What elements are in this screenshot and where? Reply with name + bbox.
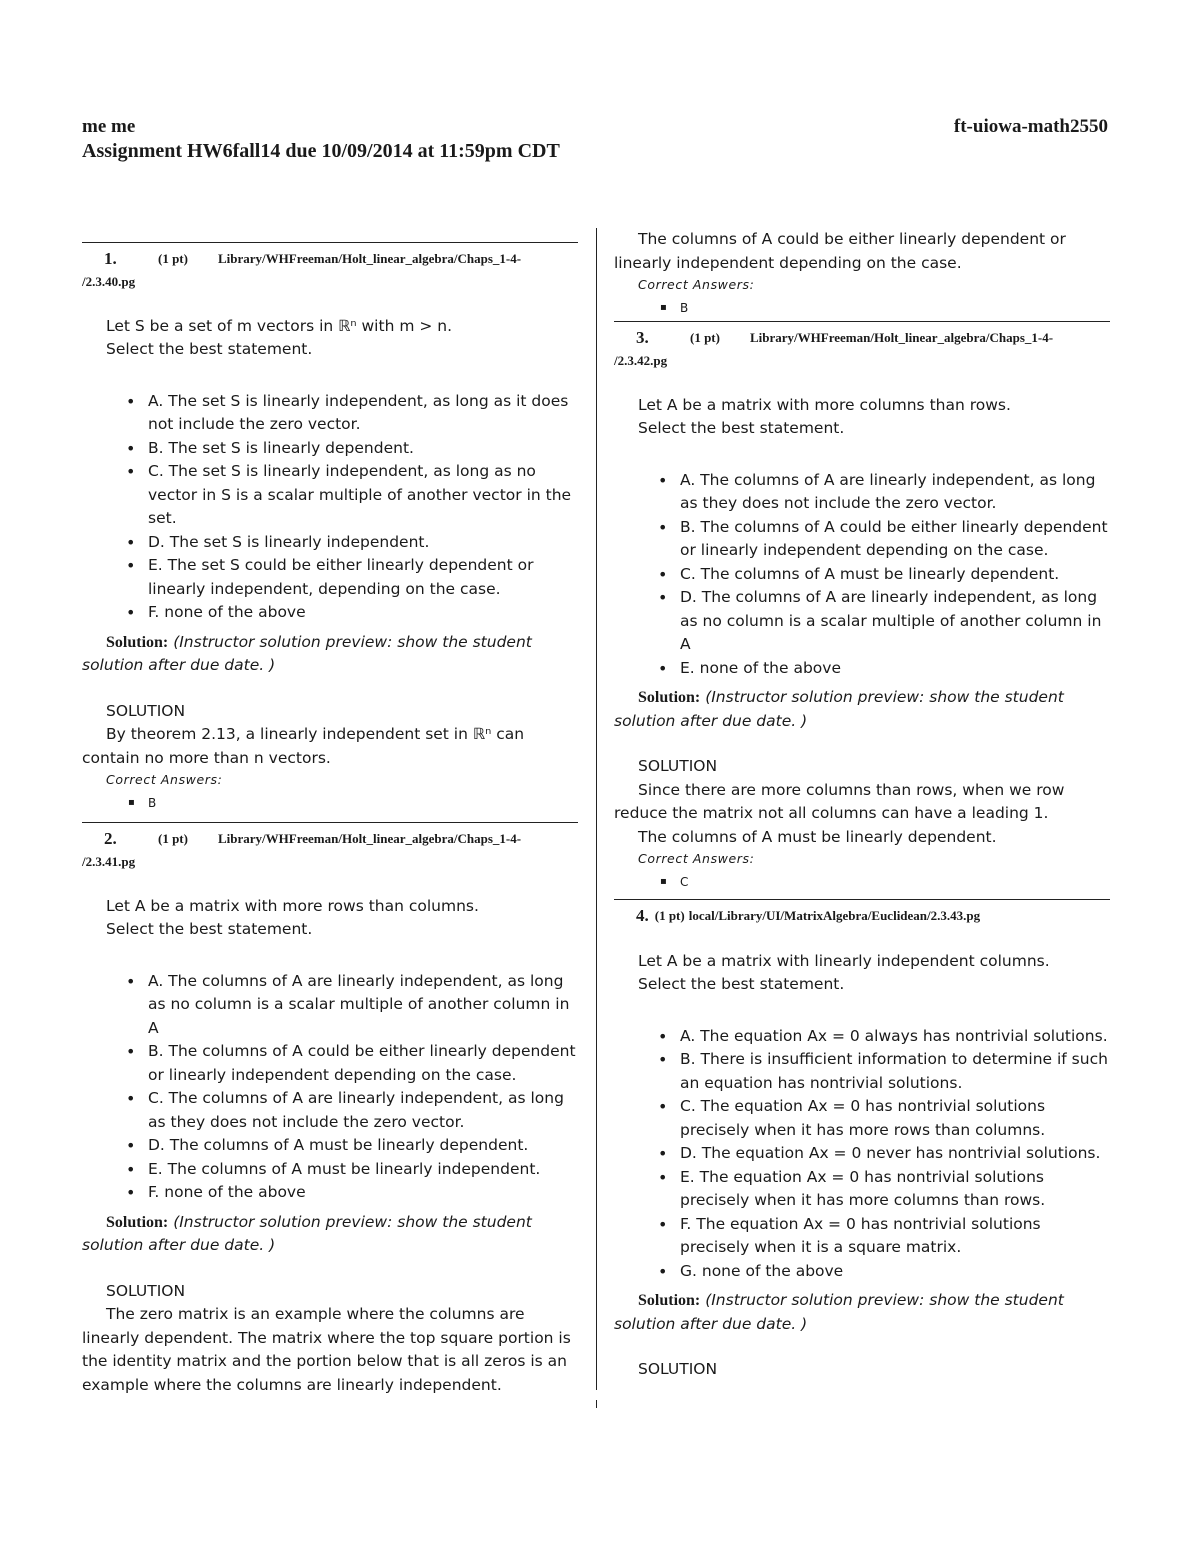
option-b[interactable]: • B. There is insufficient information to determine if such an equation has nontrivial solutions. — [614, 1048, 1110, 1095]
solution-text: By theorem 2.13, a linearly independent set in ℝⁿ can contain no more than n vectors. — [82, 725, 525, 767]
option-f[interactable]: • F. none of the above — [82, 1181, 578, 1205]
correct-answers-label: Correct Answers: — [638, 851, 755, 866]
option-d[interactable]: • D. The columns of A must be linearly dependent. — [82, 1134, 578, 1158]
problem-statement: Let S be a set of m vectors in ℝⁿ with m > n. — [106, 316, 453, 335]
problem-divider — [82, 822, 578, 823]
solution-title: SOLUTION — [106, 701, 186, 720]
correct-answer: ▪ B — [82, 790, 578, 816]
problem-points: (1 pt) — [158, 831, 188, 846]
option-b[interactable]: • B. The columns of A could be either linearly dependent or linearly independent depending on the case. — [614, 516, 1110, 563]
solution-label: Solution: — [638, 689, 701, 706]
problem-instruction: Select the best statement. — [638, 419, 845, 437]
problem-points: (1 pt) — [158, 251, 188, 266]
problem-statement: Let A be a matrix with more columns than rows. — [638, 395, 1011, 414]
option-list — [82, 970, 578, 1205]
problem-header — [82, 247, 578, 271]
option-a[interactable]: • A. The equation Ax = 0 always has nontrivial solutions. — [614, 1025, 1110, 1049]
solution-preview — [614, 1289, 1110, 1336]
correct-answer: ▪ B — [614, 295, 1110, 321]
problem-path-cont: /2.3.41.pg — [82, 853, 136, 869]
page-header — [82, 116, 1108, 138]
problem-points: (1 pt) — [654, 908, 685, 923]
problem-number: 4. — [636, 906, 649, 925]
option-list — [82, 390, 578, 625]
correct-answers-label: Correct Answers: — [106, 772, 223, 787]
problem-path: Library/WHFreeman/Holt_linear_algebra/Chaps_1-4- — [750, 330, 1054, 345]
option-d[interactable]: • D. The set S is linearly independent. — [82, 531, 578, 555]
problem-1 — [82, 242, 578, 816]
problem-path: Library/WHFreeman/Holt_linear_algebra/Chaps_1-4- — [218, 831, 522, 846]
problem-2-continued — [614, 228, 1110, 321]
correct-answer: ▪ C — [614, 869, 1110, 895]
problem-number: 2. — [104, 829, 117, 848]
column-divider — [596, 228, 597, 1390]
solution-preview — [614, 686, 1110, 733]
problem-2 — [82, 822, 578, 1397]
problem-header — [614, 904, 1110, 928]
option-c[interactable]: • C. The columns of A must be linearly dependent. — [614, 563, 1110, 587]
user-name: me me — [82, 116, 136, 137]
option-f[interactable]: • F. The equation Ax = 0 has nontrivial solutions precisely when it is a square matrix. — [614, 1213, 1110, 1260]
right-column — [614, 228, 1110, 1382]
option-e[interactable]: • E. The columns of A must be linearly independent. — [82, 1158, 578, 1182]
problem-path: local/Library/UI/MatrixAlgebra/Euclidean/2.3.43.pg — [688, 908, 981, 923]
solution-title: SOLUTION — [106, 1281, 186, 1300]
correct-answers-label: Correct Answers: — [638, 277, 755, 292]
problem-instruction: Select the best statement. — [106, 920, 313, 938]
problem-path-cont: /2.3.42.pg — [614, 352, 668, 368]
option-c[interactable]: • C. The columns of A are linearly independent, as long as they does not include the zero vector. — [82, 1087, 578, 1134]
option-e[interactable]: • E. The set S could be either linearly dependent or linearly independent, depending on the case. — [82, 554, 578, 601]
problem-header — [614, 326, 1110, 350]
option-e[interactable]: • E. none of the above — [614, 657, 1110, 681]
problem-divider — [614, 899, 1110, 900]
problem-header — [82, 827, 578, 851]
problem-path-cont: /2.3.40.pg — [82, 273, 136, 289]
solution-text-cont: The columns of A could be either linearly dependent or linearly independent depending on the case. — [614, 230, 1066, 272]
solution-text: Since there are more columns than rows, when we row reduce the matrix not all columns can have a leading 1. — [614, 780, 1065, 822]
course-name: ft-uiowa-math2550 — [953, 116, 1108, 137]
option-b[interactable]: • B. The set S is linearly dependent. — [82, 437, 578, 461]
problem-4 — [614, 899, 1110, 1382]
solution-title: SOLUTION — [638, 1360, 718, 1378]
option-g[interactable]: • G. none of the above — [614, 1260, 1110, 1284]
solution-note: (Instructor solution preview: show the student solution after due date. ) — [82, 1212, 532, 1254]
left-column — [82, 228, 578, 1397]
solution-label: Solution: — [106, 633, 169, 651]
solution-label: Solution: — [638, 1292, 701, 1309]
option-e[interactable]: • E. The equation Ax = 0 has nontrivial solutions precisely when it has more columns than rows. — [614, 1166, 1110, 1213]
solution-note: (Instructor solution preview: show the student solution after due date. ) — [614, 688, 1064, 730]
problem-divider — [82, 242, 578, 243]
problem-number: 1. — [104, 249, 117, 268]
solution-title: SOLUTION — [638, 757, 718, 775]
page-tick — [596, 1400, 597, 1408]
option-d[interactable]: • D. The equation Ax = 0 never has nontrivial solutions. — [614, 1142, 1110, 1166]
solution-text: The zero matrix is an example where the columns are linearly dependent. The matrix where the top square portion is the identity matrix and the portion below that is all zeros is an example where the columns are linearly independent. — [82, 1305, 571, 1394]
option-b[interactable]: • B. The columns of A could be either linearly dependent or linearly independent depending on the case. — [82, 1040, 578, 1087]
solution-preview — [82, 1211, 578, 1258]
option-list — [614, 1025, 1110, 1284]
solution-preview — [82, 631, 578, 678]
assignment-title: Assignment HW6fall14 due 10/09/2014 at 11:59pm CDT — [82, 140, 560, 162]
problem-points: (1 pt) — [690, 330, 720, 345]
problem-3 — [614, 321, 1110, 895]
problem-statement: Let A be a matrix with more rows than columns. — [106, 896, 479, 915]
option-a[interactable]: • A. The columns of A are linearly independent, as long as they does not include the zero vector. — [614, 469, 1110, 516]
solution-note: (Instructor solution preview: show the student solution after due date. ) — [614, 1291, 1064, 1333]
solution-note: (Instructor solution preview: show the student solution after due date. ) — [82, 632, 532, 674]
problem-number: 3. — [636, 328, 649, 347]
problem-divider — [614, 321, 1110, 322]
option-f[interactable]: • F. none of the above — [82, 601, 578, 625]
problem-instruction: Select the best statement. — [638, 975, 845, 993]
solution-text-2: The columns of A must be linearly dependent. — [638, 827, 997, 846]
problem-statement: Let A be a matrix with linearly independent columns. — [638, 951, 1050, 970]
option-c[interactable]: • C. The set S is linearly independent, as long as no vector in S is a scalar multiple of another vector in the set. — [82, 460, 578, 531]
option-c[interactable]: • C. The equation Ax = 0 has nontrivial solutions precisely when it has more rows than columns. — [614, 1095, 1110, 1142]
option-a[interactable]: • A. The columns of A are linearly independent, as long as no column is a scalar multiple of another column in A — [82, 970, 578, 1041]
solution-label: Solution: — [106, 1213, 169, 1231]
option-list — [614, 469, 1110, 681]
problem-instruction: Select the best statement. — [106, 340, 313, 358]
option-d[interactable]: • D. The columns of A are linearly independent, as long as no column is a scalar multiple of another column in A — [614, 586, 1110, 657]
problem-path: Library/WHFreeman/Holt_linear_algebra/Chaps_1-4- — [218, 251, 522, 266]
option-a[interactable]: • A. The set S is linearly independent, as long as it does not include the zero vector. — [82, 390, 578, 437]
